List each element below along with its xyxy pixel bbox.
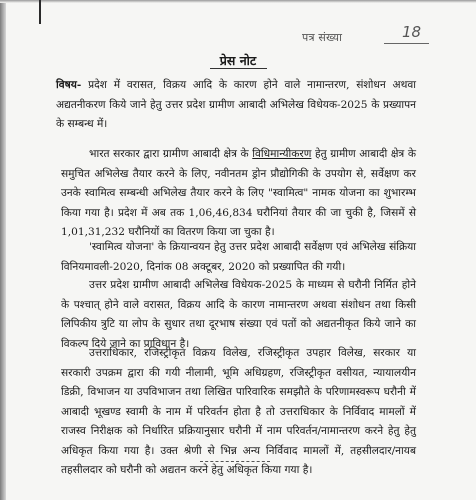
reference-number-field [384,25,429,44]
subject-paragraph [56,76,416,135]
paragraph-4-text: उत्तराधिकार, रजिस्ट्रीकृत विक्रय विलेख, रजिस्ट्रीकृत उपहार विलेख, सरकार या सरकारी उपक्रम द्वारा की गयी नीलामी, भूमि अधिग्रहण, रजिस्ट्रीकृत वसीयत, न्यायालयीन डिक्री, विभाजन या उपविभाजन तथा लिखित पारिवारिक समझौते के परिणामस्वरूप घरौनी में आबादी भूखण्ड स्वामी के नाम में परिवर्तन होता है तो उत्तराधिकार के निर्विवाद मामलों में राजस्व निरीक्षक को निर्धारित प्रक्रियानुसार घरौनी में नाम परिवर्तन/नामान्तरण करने हेतु हेतु अधिकृत किया गया है। उक्त श्रेणी से भिन्न अन्य निर्विवाद मामलों में, तहसीलदार/नायब तहसीलदार को घरौनी को अद्यतन करने हेतु अधिकृत किया गया है। [61,347,416,476]
paragraph-1-text-a: भारत सरकार द्वारा ग्रामीण आबादी क्षेत्र के [89,148,253,160]
page-edge-shadow [0,0,6,500]
paragraph-1 [61,145,416,243]
paragraph-2-text: 'स्वामित्व योजना' के क्रियान्वयन हेतु उत्तर प्रदेश आबादी सर्वेक्षण एवं अभिलेख संक्रिया विनियमावली-2020, दिनांक 08 अक्टूबर, 2020 को प्रख्यापित की गयी। [61,241,416,273]
reference-label: पत्र संख्या [302,31,343,44]
reference-number-handwritten: 18 [402,23,422,41]
page-title: प्रेस नोट [219,53,257,68]
margin-bar-mark [39,0,41,24]
signature-dashed-line [200,461,270,462]
paragraph-1-underlined: विधिमान्यीकरण [252,148,312,160]
paragraph-3-text: उत्तर प्रदेश ग्रामीण आबादी अभिलेख विधेयक-2025 के माध्यम से घरौनी निर्मित होने के पश्चात् होने वाले वरासत, विक्रय आदि के कारण नामान्तरण अथवा संशोधन तथा किसी लिपिकीय त्रुटि या लोप के सुधार तथा दूरभाष संख्या एवं पतों को अद्यतनीकृत किये जाने का विकल्प दिये जाने का प्राविधान है। [61,279,416,350]
title-underline [210,68,267,69]
reference-number [302,23,422,45]
paragraph-1-text-b: हेतु ग्रामीण आबादी क्षेत्र के समुचित अभिलेख तैयार करने के लिए, नवीनतम ड्रोन प्रौद्योगिकी के उपयोग से, सर्वेक्षण कर उनके स्वामित्व सम्बन्धी अभिलेख तैयार करने के लिए "स्वामित्व" नामक योजना का शुभारम्भ किया गया है। प्रदेश में अब तक 1,06,46,834 घरौनियां तैयार की जा चुकी है, जिसमें से 1,01,31,232 घरौनियों का वितरण किया जा चुका है। [61,148,416,238]
page-top-shadow [0,0,476,3]
subject-text: प्रदेश में वरासत, विक्रय आदि के कारण होने वाले नामान्तरण, संशोधन अथवा अद्यतनीकरण किये जाने हेतु उत्तर प्रदेश ग्रामीण आबादी अभिलेख विधेयक-2025 के प्रख्यापन के सम्बन्ध में। [56,79,417,130]
paragraph-3 [61,276,416,354]
paragraph-2 [61,238,416,277]
subject-label: विषय- [56,79,82,91]
